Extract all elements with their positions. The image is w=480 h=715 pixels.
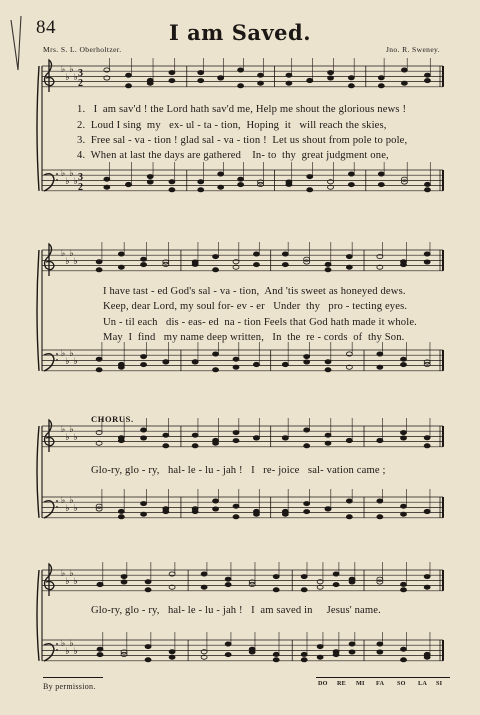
note-head [218, 172, 224, 176]
key-flat: ♭ [69, 349, 74, 359]
note-head [163, 444, 169, 448]
note-head [141, 355, 147, 359]
note-head [141, 512, 147, 516]
note-head [301, 575, 307, 579]
note-head [147, 180, 153, 184]
note-head [346, 439, 352, 443]
note-head [307, 188, 313, 192]
key-flat: ♭ [69, 425, 74, 435]
system-brace [37, 66, 39, 191]
note-head [424, 510, 430, 514]
note-head [253, 436, 259, 440]
bass-clef [44, 354, 54, 371]
note-head [141, 436, 147, 440]
treble-clef [45, 420, 54, 452]
note-head [238, 177, 244, 181]
note-head [401, 263, 407, 267]
key-flat: ♭ [69, 569, 74, 579]
time-signature: 3 [78, 172, 83, 183]
note-head [118, 265, 124, 269]
note-head [304, 510, 310, 514]
bass-clef-dot [56, 353, 58, 355]
note-head [286, 73, 292, 77]
key-flat: ♭ [65, 73, 70, 83]
chorus-line-2: Glo-ry, glo - ry, hal- le - lu - jah ! I am saved in Jesus' name. [91, 605, 381, 616]
note-head [233, 357, 239, 361]
note-head [377, 352, 383, 356]
note-head [258, 81, 264, 85]
solfege-syllable: RE [337, 680, 346, 687]
note-head [424, 182, 430, 186]
note-head [192, 510, 198, 514]
key-flat: ♭ [69, 65, 74, 75]
key-flat: ♭ [73, 433, 78, 443]
note-head [121, 580, 127, 584]
note-head [401, 647, 407, 651]
key-flat: ♭ [73, 577, 78, 587]
key-flat: ♭ [65, 577, 70, 587]
bass-clef-dot [56, 500, 58, 502]
treble-clef [45, 60, 54, 92]
note-head [163, 510, 169, 514]
key-flat: ♭ [73, 177, 78, 187]
key-flat: ♭ [61, 249, 66, 259]
key-flat: ♭ [69, 169, 74, 179]
note-head [147, 175, 153, 179]
note-head [301, 588, 307, 592]
note-head [96, 260, 102, 264]
verse-2-line-a: 2. Loud I sing my ex- ul - ta - tion, Hoping it will reach the skies, [77, 120, 387, 131]
note-head [377, 642, 383, 646]
bass-clef-dot [56, 179, 58, 181]
note-head [104, 177, 110, 181]
bass-clef-dot [56, 506, 58, 508]
note-head [218, 185, 224, 189]
note-head [325, 433, 331, 437]
note-head [253, 252, 259, 256]
note-head [304, 428, 310, 432]
verse-2-line-b: Keep, dear Lord, my soul for- ev - er Under thy pro - tecting eyes. [103, 301, 408, 312]
key-flat: ♭ [61, 349, 66, 359]
solfege-syllable: LA [418, 680, 427, 687]
note-head [401, 512, 407, 516]
note-head [307, 79, 313, 83]
note-head [169, 655, 175, 659]
note-head [282, 252, 288, 256]
note-head [192, 260, 198, 264]
hymn-title: I am Saved. [168, 20, 312, 45]
note-head [317, 655, 323, 659]
note-head [325, 268, 331, 272]
note-head [401, 431, 407, 435]
bass-clef [44, 174, 54, 191]
note-head [348, 172, 354, 176]
verse-1-line-a: 1. I am sav'd ! the Lord hath sav'd me, Help me shout the glorious news ! [77, 104, 407, 115]
note-head [169, 79, 175, 83]
composer-credit: Jno. R. Sweney. [385, 45, 440, 54]
treble-clef [45, 564, 54, 596]
note-head [145, 645, 151, 649]
note-head [401, 68, 407, 72]
note-head [145, 588, 151, 592]
note-head [325, 360, 331, 364]
note-head [273, 575, 279, 579]
note-head [424, 655, 430, 659]
lyricist-credit: Mrs. S. L. Oberholtzer. [43, 45, 122, 54]
note-head [377, 499, 383, 503]
key-flat: ♭ [73, 647, 78, 657]
time-signature: 3 [78, 68, 83, 79]
note-head [378, 84, 384, 88]
note-head [225, 642, 231, 646]
solfege-syllable: SO [397, 680, 406, 687]
note-head [424, 79, 430, 83]
note-head [333, 583, 339, 587]
note-head [126, 84, 132, 88]
note-head [401, 357, 407, 361]
note-head [192, 433, 198, 437]
note-head [401, 504, 407, 508]
note-head [304, 360, 310, 364]
note-head [325, 368, 331, 372]
note-head [97, 647, 103, 651]
note-head [141, 257, 147, 261]
note-head [253, 363, 259, 367]
note-head [424, 575, 430, 579]
note-head [118, 365, 124, 369]
note-head [282, 436, 288, 440]
note-head [121, 575, 127, 579]
note-head [126, 73, 132, 77]
system-brace [37, 570, 39, 661]
key-flat: ♭ [65, 433, 70, 443]
note-head [307, 175, 313, 179]
note-head [424, 436, 430, 440]
note-head [213, 499, 219, 503]
note-head [104, 185, 110, 189]
note-head [348, 76, 354, 80]
note-head [333, 572, 339, 576]
note-head [273, 588, 279, 592]
note-head [349, 642, 355, 646]
note-head [201, 585, 207, 589]
note-head [141, 263, 147, 267]
note-head [238, 84, 244, 88]
note-head [192, 444, 198, 448]
note-head [141, 428, 147, 432]
key-flat: ♭ [65, 177, 70, 187]
key-flat: ♭ [73, 73, 78, 83]
note-head [198, 188, 204, 192]
note-head [169, 71, 175, 75]
note-head [325, 262, 331, 266]
system-brace [37, 426, 39, 518]
note-head [145, 580, 151, 584]
note-head [253, 263, 259, 267]
note-head [424, 252, 430, 256]
note-head [233, 504, 239, 508]
note-head [346, 499, 352, 503]
bass-clef [44, 501, 54, 518]
note-head [213, 507, 219, 511]
chorus-line-1: Glo-ry, glo - ry, hal- le - lu - jah ! I re- joice sal- vation came ; [91, 465, 386, 476]
key-flat: ♭ [69, 496, 74, 506]
verse-4-line-b: May I find my name deep written, In the re - cords of thy Son. [103, 332, 405, 343]
note-head [238, 68, 244, 72]
note-head [301, 652, 307, 656]
treble-clef [45, 244, 54, 276]
note-head [349, 580, 355, 584]
note-head [401, 436, 407, 440]
key-flat: ♭ [69, 639, 74, 649]
note-head [377, 650, 383, 654]
note-head [213, 352, 219, 356]
verse-3-line-a: 3. Free sal - va - tion ! glad sal - va - tion ! Let us shout from pole to pole, [77, 135, 408, 146]
key-flat: ♭ [65, 257, 70, 267]
note-head [282, 512, 288, 516]
key-flat: ♭ [65, 357, 70, 367]
permission-credit: By permission. [43, 682, 96, 691]
note-head [118, 509, 124, 513]
note-head [163, 360, 169, 364]
key-flat: ♭ [61, 569, 66, 579]
note-head [198, 79, 204, 83]
note-head [198, 180, 204, 184]
note-head [225, 577, 231, 581]
note-head [282, 363, 288, 367]
note-head [333, 653, 339, 657]
note-head [377, 439, 383, 443]
note-head [286, 180, 292, 184]
note-head [346, 515, 352, 519]
note-head [378, 183, 384, 187]
bass-clef [44, 644, 54, 661]
note-head [424, 585, 430, 589]
note-head [273, 652, 279, 656]
key-flat: ♭ [73, 257, 78, 267]
note-head [213, 268, 219, 272]
key-flat: ♭ [69, 249, 74, 259]
note-head [249, 650, 255, 654]
note-head [401, 81, 407, 85]
solfege-syllable: FA [376, 680, 385, 687]
note-head [401, 588, 407, 592]
note-head [377, 365, 383, 369]
key-flat: ♭ [65, 647, 70, 657]
note-head [96, 357, 102, 361]
bass-clef-dot [56, 643, 58, 645]
note-head [286, 81, 292, 85]
note-head [378, 172, 384, 176]
key-flat: ♭ [61, 639, 66, 649]
note-head [225, 583, 231, 587]
note-head [145, 658, 151, 662]
note-head [424, 188, 430, 192]
note-head [218, 76, 224, 80]
verse-3-line-b: Un - til each dis - eas- ed na - tion Feels that God hath made it whole. [103, 317, 417, 328]
note-head [304, 502, 310, 506]
note-head [401, 363, 407, 367]
key-flat: ♭ [61, 169, 66, 179]
note-head [328, 71, 334, 75]
system-brace [37, 250, 39, 371]
note-head [97, 653, 103, 657]
key-flat: ♭ [61, 65, 66, 75]
note-head [304, 355, 310, 359]
page-number: 84 [36, 17, 56, 38]
key-flat: ♭ [61, 496, 66, 506]
bass-clef-dot [56, 649, 58, 651]
note-head [328, 76, 334, 80]
note-head [118, 515, 124, 519]
note-head [238, 183, 244, 187]
time-signature: 2 [78, 182, 83, 193]
note-head [325, 507, 331, 511]
note-head [97, 583, 103, 587]
solfege-syllable: MI [356, 680, 365, 687]
note-head [325, 441, 331, 445]
key-flat: ♭ [73, 504, 78, 514]
note-head [378, 76, 384, 80]
note-head [346, 255, 352, 259]
note-head [118, 439, 124, 443]
key-flat: ♭ [65, 504, 70, 514]
note-head [424, 260, 430, 264]
note-head [169, 188, 175, 192]
note-head [424, 73, 430, 77]
note-head [233, 431, 239, 435]
verse-1-line-b: I have tast - ed God's sal - va - tion, And 'tis sweet as honeyed dews. [103, 286, 406, 297]
note-head [201, 572, 207, 576]
key-flat: ♭ [61, 425, 66, 435]
note-head [126, 183, 132, 187]
note-head [169, 180, 175, 184]
note-head [233, 515, 239, 519]
note-head [348, 84, 354, 88]
note-head [213, 441, 219, 445]
note-head [96, 368, 102, 372]
note-head [258, 73, 264, 77]
bass-clef-dot [56, 173, 58, 175]
note-head [198, 71, 204, 75]
chorus-label: CHORUS. [91, 414, 134, 424]
note-head [225, 653, 231, 657]
note-head [213, 368, 219, 372]
note-head [424, 444, 430, 448]
note-head [301, 658, 307, 662]
note-head [213, 255, 219, 259]
note-head [304, 444, 310, 448]
note-head [348, 183, 354, 187]
note-head [147, 81, 153, 85]
note-head [233, 365, 239, 369]
note-head [273, 658, 279, 662]
bass-clef-dot [56, 359, 58, 361]
note-head [317, 645, 323, 649]
note-head [346, 265, 352, 269]
key-flat: ♭ [73, 357, 78, 367]
note-head [253, 512, 259, 516]
note-head [118, 252, 124, 256]
note-head [141, 502, 147, 506]
verse-4-line-a: 4. When at last the days are gathered In- to thy great judgment one, [77, 150, 389, 161]
note-head [141, 363, 147, 367]
time-signature: 2 [78, 78, 83, 89]
note-head [192, 360, 198, 364]
solfege-syllable: DO [318, 680, 328, 687]
note-head [96, 268, 102, 272]
note-head [233, 439, 239, 443]
note-head [377, 515, 383, 519]
footer-rule-left [43, 677, 103, 678]
note-head [349, 650, 355, 654]
note-head [401, 658, 407, 662]
note-head [401, 582, 407, 586]
note-head [163, 433, 169, 437]
footer-rule-right [316, 677, 450, 678]
solfege-syllable: SI [436, 680, 443, 687]
note-head [169, 650, 175, 654]
note-head [282, 263, 288, 267]
